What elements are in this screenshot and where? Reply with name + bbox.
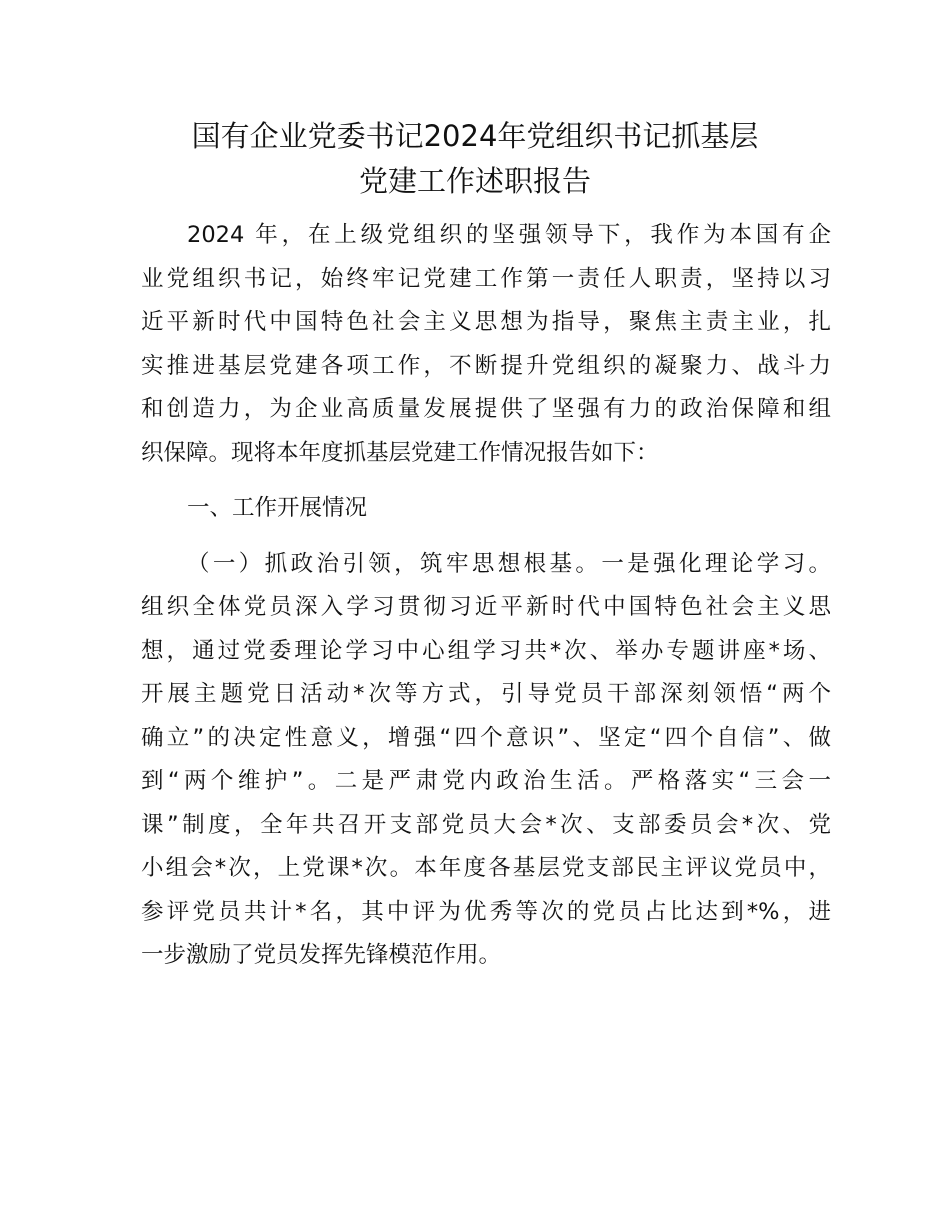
intro-line: 和创造力，为企业高质量发展提供了坚强有力的政治保障和组 bbox=[141, 396, 831, 422]
intro-line: 织保障。现将本年度抓基层党建工作情况报告如下： bbox=[141, 439, 659, 466]
document-title-line-1: 国有企业党委书记2024年党组织书记抓基层 bbox=[191, 119, 759, 153]
paragraph-line: 一步激励了党员发挥先锋模范作用。 bbox=[141, 942, 502, 968]
paragraph-line: 组织全体党员深入学习贯彻习近平新时代中国特色社会主义思 bbox=[141, 594, 831, 620]
document-body bbox=[141, 214, 831, 978]
paragraph-line: 到“两个维护”。二是严肃党内政治生活。严格落实“三会一 bbox=[141, 768, 831, 794]
section-heading: 一、工作开展情况 bbox=[187, 495, 368, 521]
paragraph-line: 小组会*次，上党课*次。本年度各基层党支部民主评议党员中， bbox=[141, 855, 831, 881]
intro-line: 近平新时代中国特色社会主义思想为指导，聚焦主责主业，扎 bbox=[141, 309, 831, 335]
paragraph-line: 参评党员共计*名，其中评为优秀等次的党员占比达到*%，进 bbox=[141, 898, 831, 925]
paragraph-line: 想，通过党委理论学习中心组学习共*次、举办专题讲座*场、 bbox=[141, 637, 831, 664]
intro-line: 2024 年，在上级党组织的坚强领导下，我作为本国有企 bbox=[187, 222, 831, 248]
paragraph-line: 开展主题党日活动*次等方式，引导党员干部深刻领悟“两个 bbox=[141, 681, 831, 707]
paragraph-line: 课”制度，全年共召开支部党员大会*次、支部委员会*次、党 bbox=[141, 811, 831, 838]
paragraph-line: 确立”的决定性意义，增强“四个意识”、坚定“四个自信”、做 bbox=[141, 724, 831, 751]
paragraph-line: （一）抓政治引领，筑牢思想根基。一是强化理论学习。 bbox=[187, 550, 831, 577]
intro-line: 业党组织书记，始终牢记党建工作第一责任人职责，坚持以习 bbox=[141, 265, 831, 292]
intro-line: 实推进基层党建各项工作，不断提升党组织的凝聚力、战斗力 bbox=[141, 352, 831, 379]
document-title-line-2: 党建工作述职报告 bbox=[358, 164, 591, 198]
